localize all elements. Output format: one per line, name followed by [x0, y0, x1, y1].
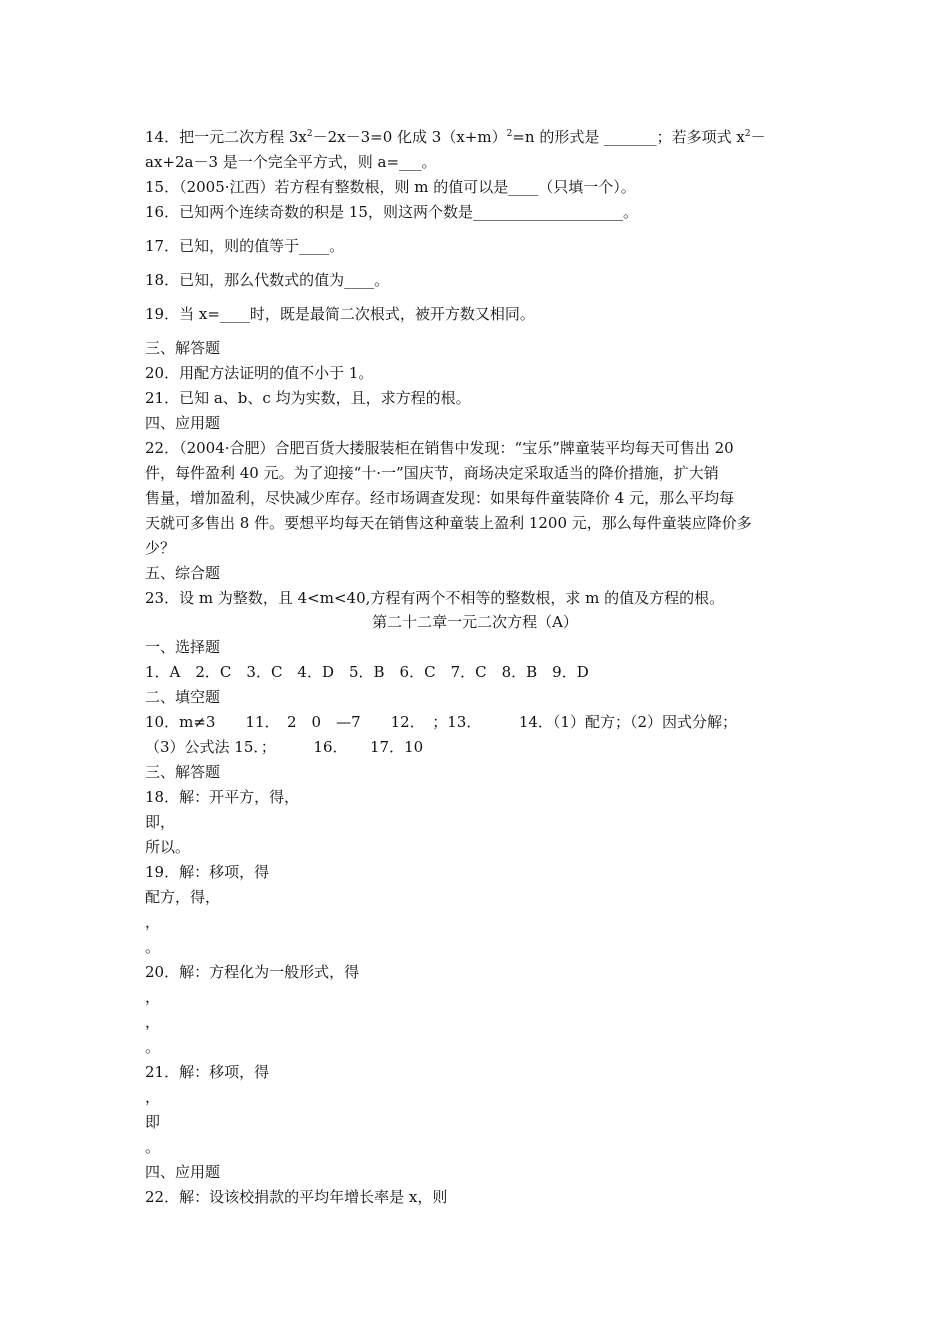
- q14-text-a: 14．把一元二次方程 3x: [145, 128, 307, 146]
- question-15: 15．（2005·江西）若方程有整数根，则 m 的值可以是____（只填一个）。: [145, 178, 636, 196]
- question-18: 18．已知，那么代数式的值为____。: [145, 271, 390, 289]
- q14-superscript-2: 2: [506, 129, 513, 139]
- question-20: 20．用配方法证明的值不小于 1。: [145, 364, 374, 382]
- question-23: 23．设 m 为整数，且 4<m<40,方程有两个不相等的整数根，求 m 的值及方程的根。: [145, 589, 725, 607]
- section-heading-5: 五、综合题: [145, 564, 221, 582]
- answer-20-line-2: ，: [145, 988, 161, 1006]
- q14-text-c: =n 的形式是 _______；若多项式 x: [512, 128, 745, 146]
- answer-20-line-4: 。: [145, 1038, 161, 1056]
- answer-19-line-3: ，: [145, 913, 161, 931]
- section-heading-4: 四、应用题: [145, 414, 221, 432]
- question-19: 19．当 x=____时，既是最简二次根式，被开方数又相同。: [145, 305, 535, 323]
- answers-section-2: 二、填空题: [145, 688, 221, 706]
- answer-18-line-1: 18．解：开平方，得，: [145, 788, 300, 806]
- question-22-line-4: 天就可多售出 8 件。要想平均每天在销售这种童装上盈利 1200 元，那么每件童装应降价多: [145, 514, 752, 532]
- answers-title: 第二十二章一元二次方程（A）: [372, 613, 578, 631]
- answers-choice: 1．A 2．C 3．C 4．D 5．B 6．C 7．C 8．B 9．D: [145, 663, 589, 681]
- question-22-line-5: 少？: [145, 539, 176, 557]
- answers-fill-line-2: （3）公式法 15．； 16． 17．10: [145, 738, 424, 756]
- answer-21-line-1: 21．解：移项，得: [145, 1063, 270, 1081]
- answer-18-line-2: 即，: [145, 813, 176, 831]
- answers-section-3: 三、解答题: [145, 763, 221, 781]
- question-22-line-1: 22．（2004·合肥）合肥百货大搂服装柜在销售中发现：“宝乐”牌童装平均每天可售出 20: [145, 439, 734, 457]
- question-21: 21．已知 a、b、c 均为实数，且，求方程的根。: [145, 389, 471, 407]
- question-22-line-2: 件，每件盈利 40 元。为了迎接“十·一”国庆节，商场决定采取适当的降价措施，扩大销: [145, 464, 719, 482]
- answer-21-line-3: 即: [145, 1113, 161, 1131]
- answer-20-line-3: ，: [145, 1013, 161, 1031]
- question-14-line-1: [145, 127, 766, 147]
- answers-section-4: 四、应用题: [145, 1163, 221, 1181]
- answer-21-line-4: 。: [145, 1138, 161, 1156]
- q14-text-d: －: [750, 128, 766, 146]
- answer-22-line-1: 22．解：设该校捐款的平均年增长率是 x，则: [145, 1188, 448, 1206]
- q14-superscript-1: 2: [306, 129, 313, 139]
- question-17: 17．已知，则的值等于____。: [145, 237, 345, 255]
- q14-superscript-3: 2: [744, 129, 751, 139]
- question-22-line-3: 售量，增加盈利，尽快减少库存。经市场调查发现：如果每件童装降价 4 元，那么平均每: [145, 489, 735, 507]
- answer-20-line-1: 20．解：方程化为一般形式，得: [145, 963, 360, 981]
- answers-section-1: 一、选择题: [145, 638, 221, 656]
- question-16: 16．已知两个连续奇数的积是 15，则这两个数是____________________。: [145, 203, 638, 221]
- question-14-line-2: ax+2a－3 是一个完全平方式，则 a=___。: [145, 153, 437, 171]
- section-heading-3: 三、解答题: [145, 339, 221, 357]
- answers-fill-line-1: 10．m≠3 11． 2 0 —7 12． ；13． 14．（1）配方；（2）因式分解；: [145, 713, 737, 731]
- answer-19-line-2: 配方，得，: [145, 888, 221, 906]
- answer-19-line-1: 19．解：移项，得: [145, 863, 270, 881]
- answer-21-line-2: ，: [145, 1088, 161, 1106]
- answer-19-line-4: 。: [145, 938, 161, 956]
- answer-18-line-3: 所以。: [145, 838, 191, 856]
- q14-text-b: －2x－3=0 化成 3（x+m）: [312, 128, 507, 146]
